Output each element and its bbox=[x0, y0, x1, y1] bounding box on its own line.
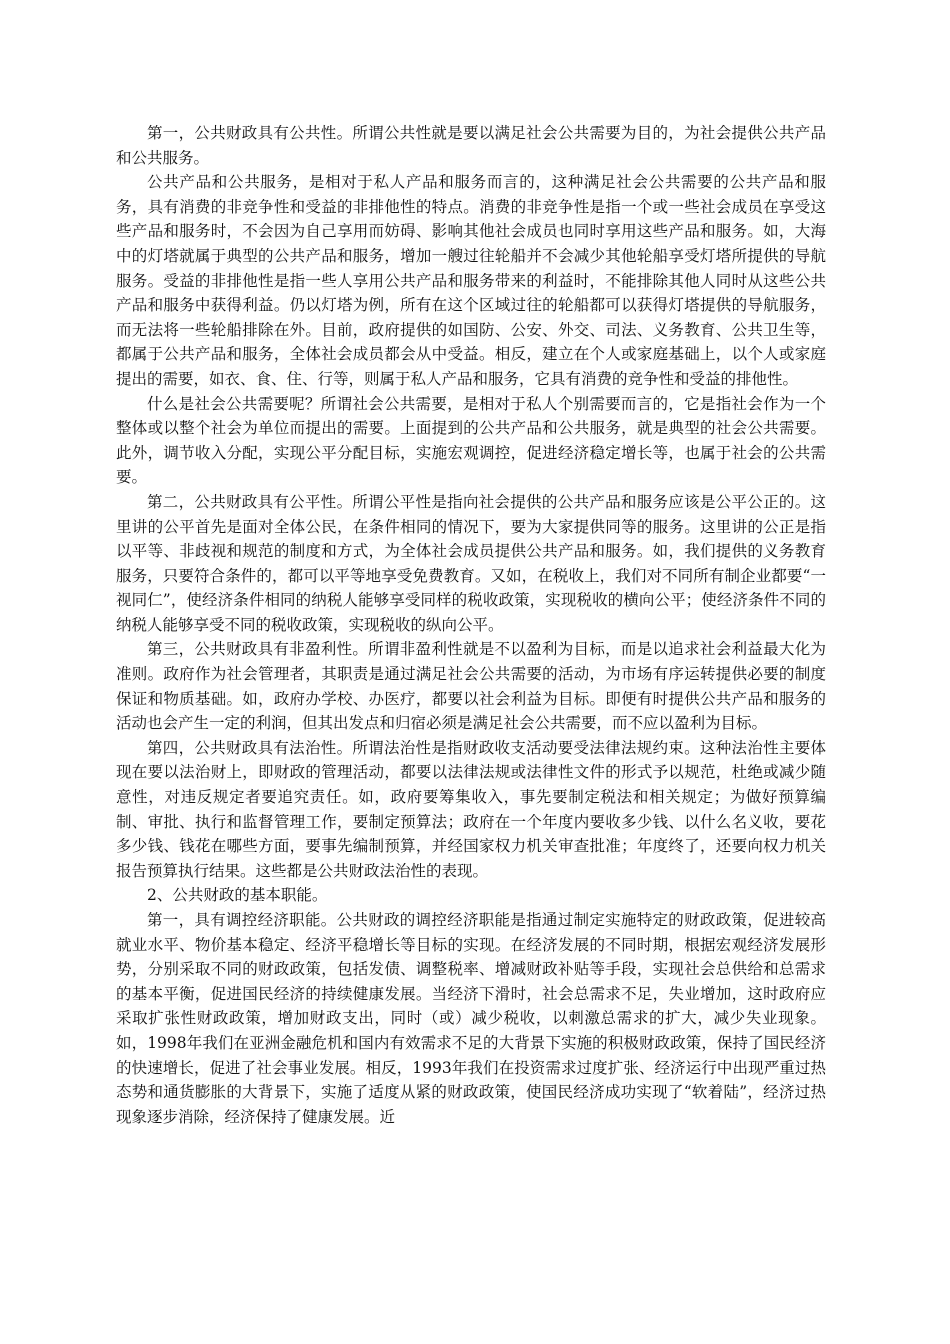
paragraph-non-profit: 第三，公共财政具有非盈利性。所谓非盈利性就是不以盈利为目标，而是以追求社会利益最大化为准则。政府作为社会管理者，其职责是通过满足社会公共需要的活动，为市场有序运转提供必要的制度保证和物质基础。如，政府办学校、办医疗，都要以社会利益为目标。即便有时提供公共产品和服务的活动也会产生一定的利润，但其出发点和归宿必须是满足社会公共需要，而不应以盈利为目标。 bbox=[116, 640, 826, 733]
paragraph-economic-regulation: 第一，具有调控经济职能。公共财政的调控经济职能是指通过制定实施特定的财政政策，促进较高就业水平、物价基本稳定、经济平稳增长等目标的实现。在经济发展的不同时期，根据宏观经济发展形势，分别采取不同的财政政策，包括发债、调整税率、增减财政补贴等手段，实现社会总供给和总需求的基本平衡，促进国民经济的持续健康发展。当经济下滑时，社会总需求不足，失业增加，这时政府应采取扩张性财政政策，增加财政支出，同时（或）减少税收，以刺激总需求的扩大，减少失业现象。如，1998年我们在亚洲金融危机和国内有效需求不足的大背景下实施的积极财政政策，保持了国民经济的快速增长，促进了社会事业发展。相反，1993年我们在投资需求过度扩张、经济运行中出现严重过热态势和通货膨胀的大背景下，实施了适度从紧的财政政策，使国民经济成功实现了“软着陆”，经济过热现象逐步消除，经济保持了健康发展。近 bbox=[116, 911, 826, 1126]
paragraph-public-goods: 公共产品和公共服务，是相对于私人产品和服务而言的，这种满足社会公共需要的公共产品和服务，具有消费的非竞争性和受益的非排他性的特点。消费的非竞争性是指一个或一些社会成员在享受这些产品和服务时，不会因为自己享用而妨碍、影响其他社会成员也同时享用这些产品和服务。如，大海中的灯塔就属于典型的公共产品和服务，增加一艘过往轮船并不会减少其他轮船享受灯塔所提供的导航服务。受益的非排他性是指一些人享用公共产品和服务带来的利益时，不能排除其他人同时从这些公共产品和服务中获得利益。仍以灯塔为例，所有在这个区域过往的轮船都可以获得灯塔提供的导航服务，而无法将一些轮船排除在外。目前，政府提供的如国防、公安、外交、司法、义务教育、公共卫生等，都属于公共产品和服务，全体社会成员都会从中受益。相反，建立在个人或家庭基础上，以个人或家庭提出的需要，如衣、食、住、行等，则属于私人产品和服务，它具有消费的竞争性和受益的排他性。 bbox=[116, 173, 826, 388]
paragraph-rule-of-law: 第四，公共财政具有法治性。所谓法治性是指财政收支活动要受法律法规约束。这种法治性主要体现在要以法治财上，即财政的管理活动，都要以法律法规或法律性文件的形式予以规范，杜绝或减少随意性，对违反规定者要追究责任。如，政府要筹集收入，事先要制定税法和相关规定；为做好预算编制、审批、执行和监督管理工作，要制定预算法；政府在一个年度内要收多少钱、以什么名义收，要花多少钱、钱花在哪些方面，要事先编制预算，并经国家权力机关审查批准；年度终了，还要向权力机关报告预算执行结果。这些都是公共财政法治性的表现。 bbox=[116, 738, 826, 880]
paragraph-fairness: 第二，公共财政具有公平性。所谓公平性是指向社会提供的公共产品和服务应该是公平公正的。这里讲的公平首先是面对全体公民，在条件相同的情况下，要为大家提供同等的服务。这里讲的公正是指以平等、非歧视和规范的制度和方式，为全体社会成员提供公共产品和服务。如，我们提供的义务教育服务，只要符合条件的，都可以平等地享受免费教育。又如，在税收上，我们对不同所有制企业都要“一视同仁”，使经济条件相同的纳税人能够享受同样的税收政策，实现税收的横向公平；使经济条件不同的纳税人能够享受不同的税收政策，实现税收的纵向公平。 bbox=[116, 492, 826, 634]
section-heading-basic-functions: 2、公共财政的基本职能。 bbox=[147, 886, 328, 905]
paragraph-publicness: 第一，公共财政具有公共性。所谓公共性就是要以满足社会公共需要为目的，为社会提供公共产品和公共服务。 bbox=[116, 124, 826, 167]
document-body bbox=[116, 121, 826, 1129]
paragraph-public-needs: 什么是社会公共需要呢？所谓社会公共需要，是相对于私人个别需要而言的，它是指社会作为一个整体或以整个社会为单位而提出的需要。上面提到的公共产品和公共服务，就是典型的社会公共需要。此外，调节收入分配，实现公平分配目标，实施宏观调控，促进经济稳定增长等，也属于社会的公共需要。 bbox=[116, 394, 826, 487]
